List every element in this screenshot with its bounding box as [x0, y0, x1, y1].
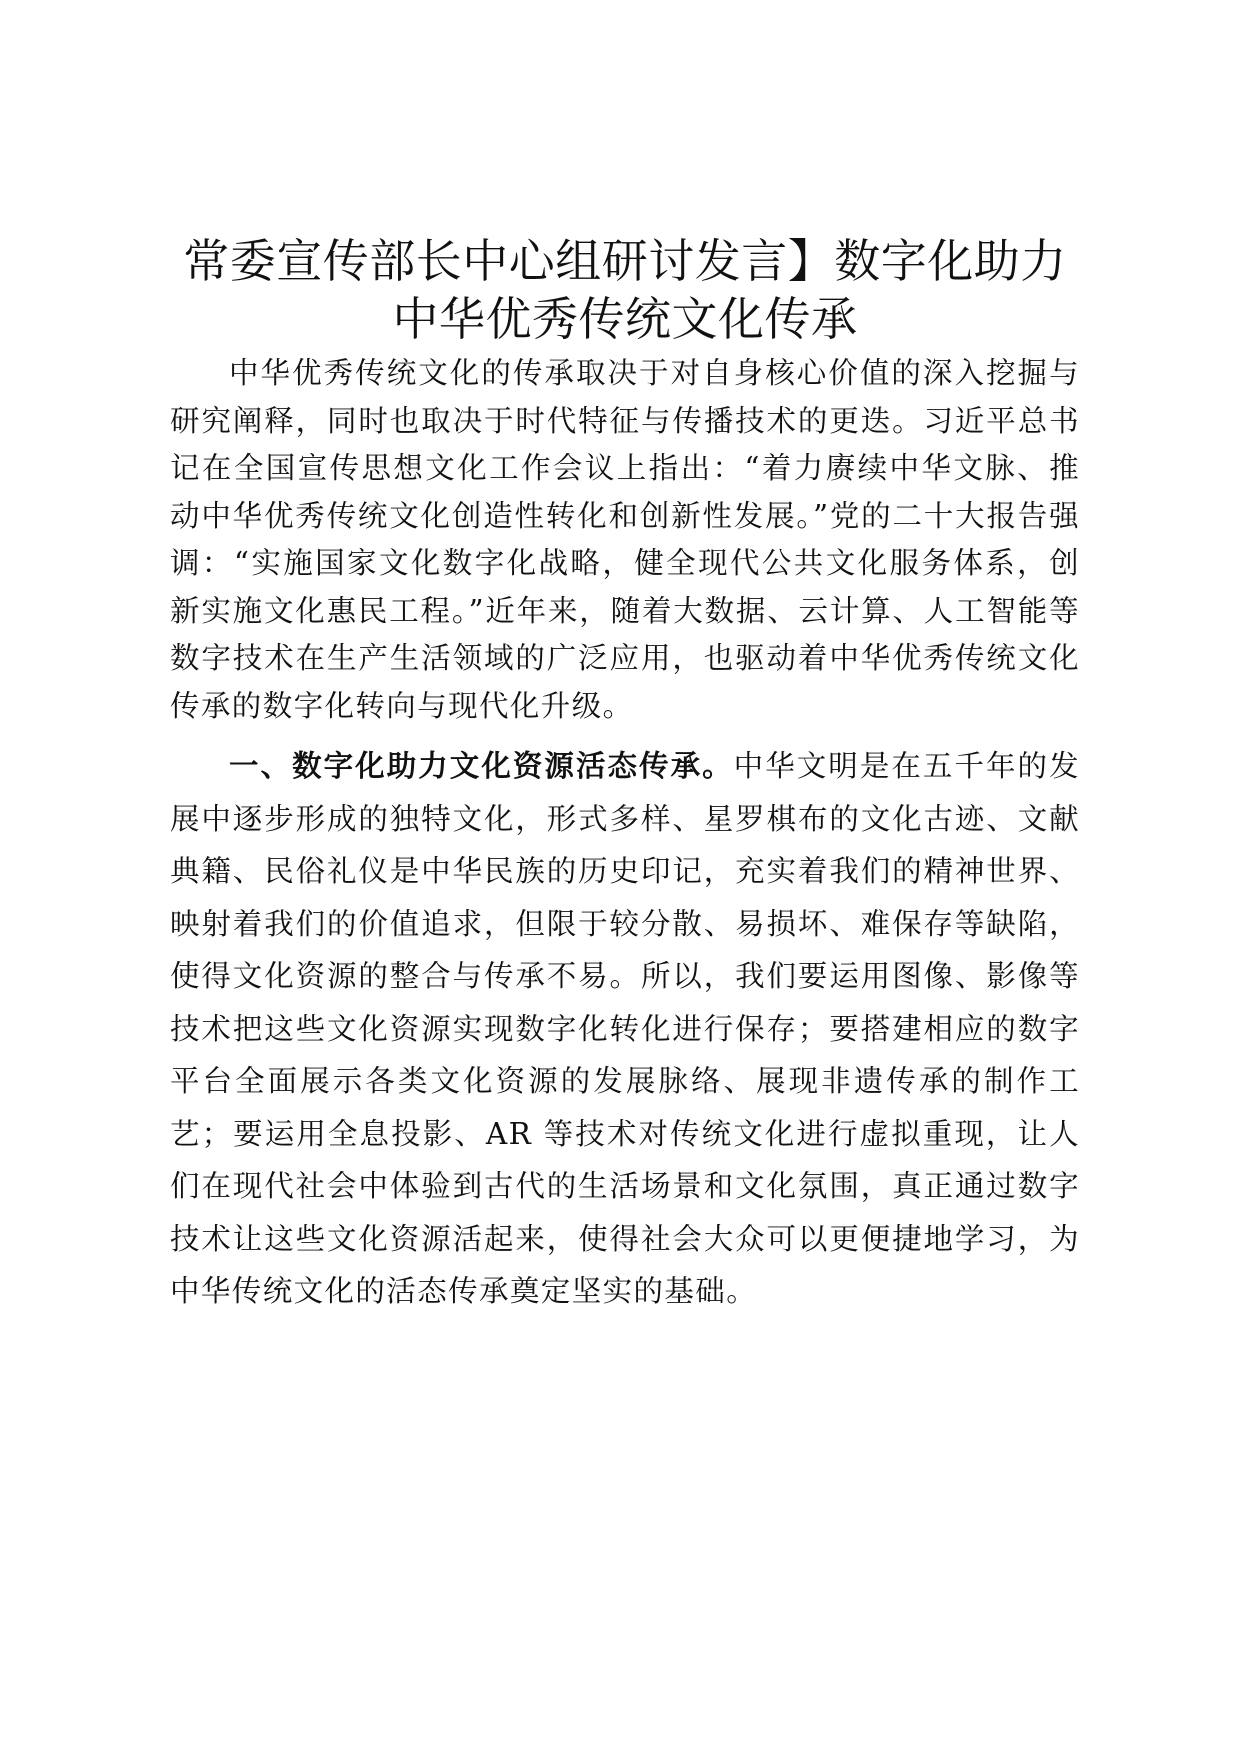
- section-one-heading: 一、数字化助力文化资源活态传承。: [229, 749, 734, 783]
- intro-paragraph: 中华优秀传统文化的传承取决于对自身核心价值的深入挖掘与研究阐释，同时也取决于时代特征与传播技术的更迭。习近平总书记在全国宣传思想文化工作会议上指出：“着力赓续中华文脉、推动中华优秀传统文化创造性转化和创新性发展。”党的二十大报告强调：“实施国家文化数字化战略，健全现代公共文化服务体系，创新实施文化惠民工程。”近年来，随着大数据、云计算、人工智能等数字技术在生产生活领域的广泛应用，也驱动着中华优秀传统文化传承的数字化转向与现代化升级。: [170, 356, 1080, 723]
- document-title: 常委宣传部长中心组研讨发言】数字化助力中华优秀传统文化传承: [183, 234, 1067, 346]
- document-body: [170, 232, 1080, 1318]
- section-one-paragraph: [170, 740, 1080, 1318]
- section-one-text: 中华文明是在五千年的发展中逐步形成的独特文化，形式多样、星罗棋布的文化古迹、文献典籍、民俗礼仪是中华民族的历史印记，充实着我们的精神世界、映射着我们的价值追求，但限于较分散、易损坏、难保存等缺陷，使得文化资源的整合与传承不易。所以，我们要运用图像、影像等技术把这些文化资源实现数字化转化进行保存；要搭建相应的数字平台全面展示各类文化资源的发展脉络、展现非遗传承的制作工艺；要运用全息投影、AR 等技术对传统文化进行虚拟重现，让人们在现代社会中体验到古代的生活场景和文化氛围，真正通过数字技术让这些文化资源活起来，使得社会大众可以更便捷地学习，为中华传统文化的活态传承奠定坚实的基础。: [170, 749, 1080, 1308]
